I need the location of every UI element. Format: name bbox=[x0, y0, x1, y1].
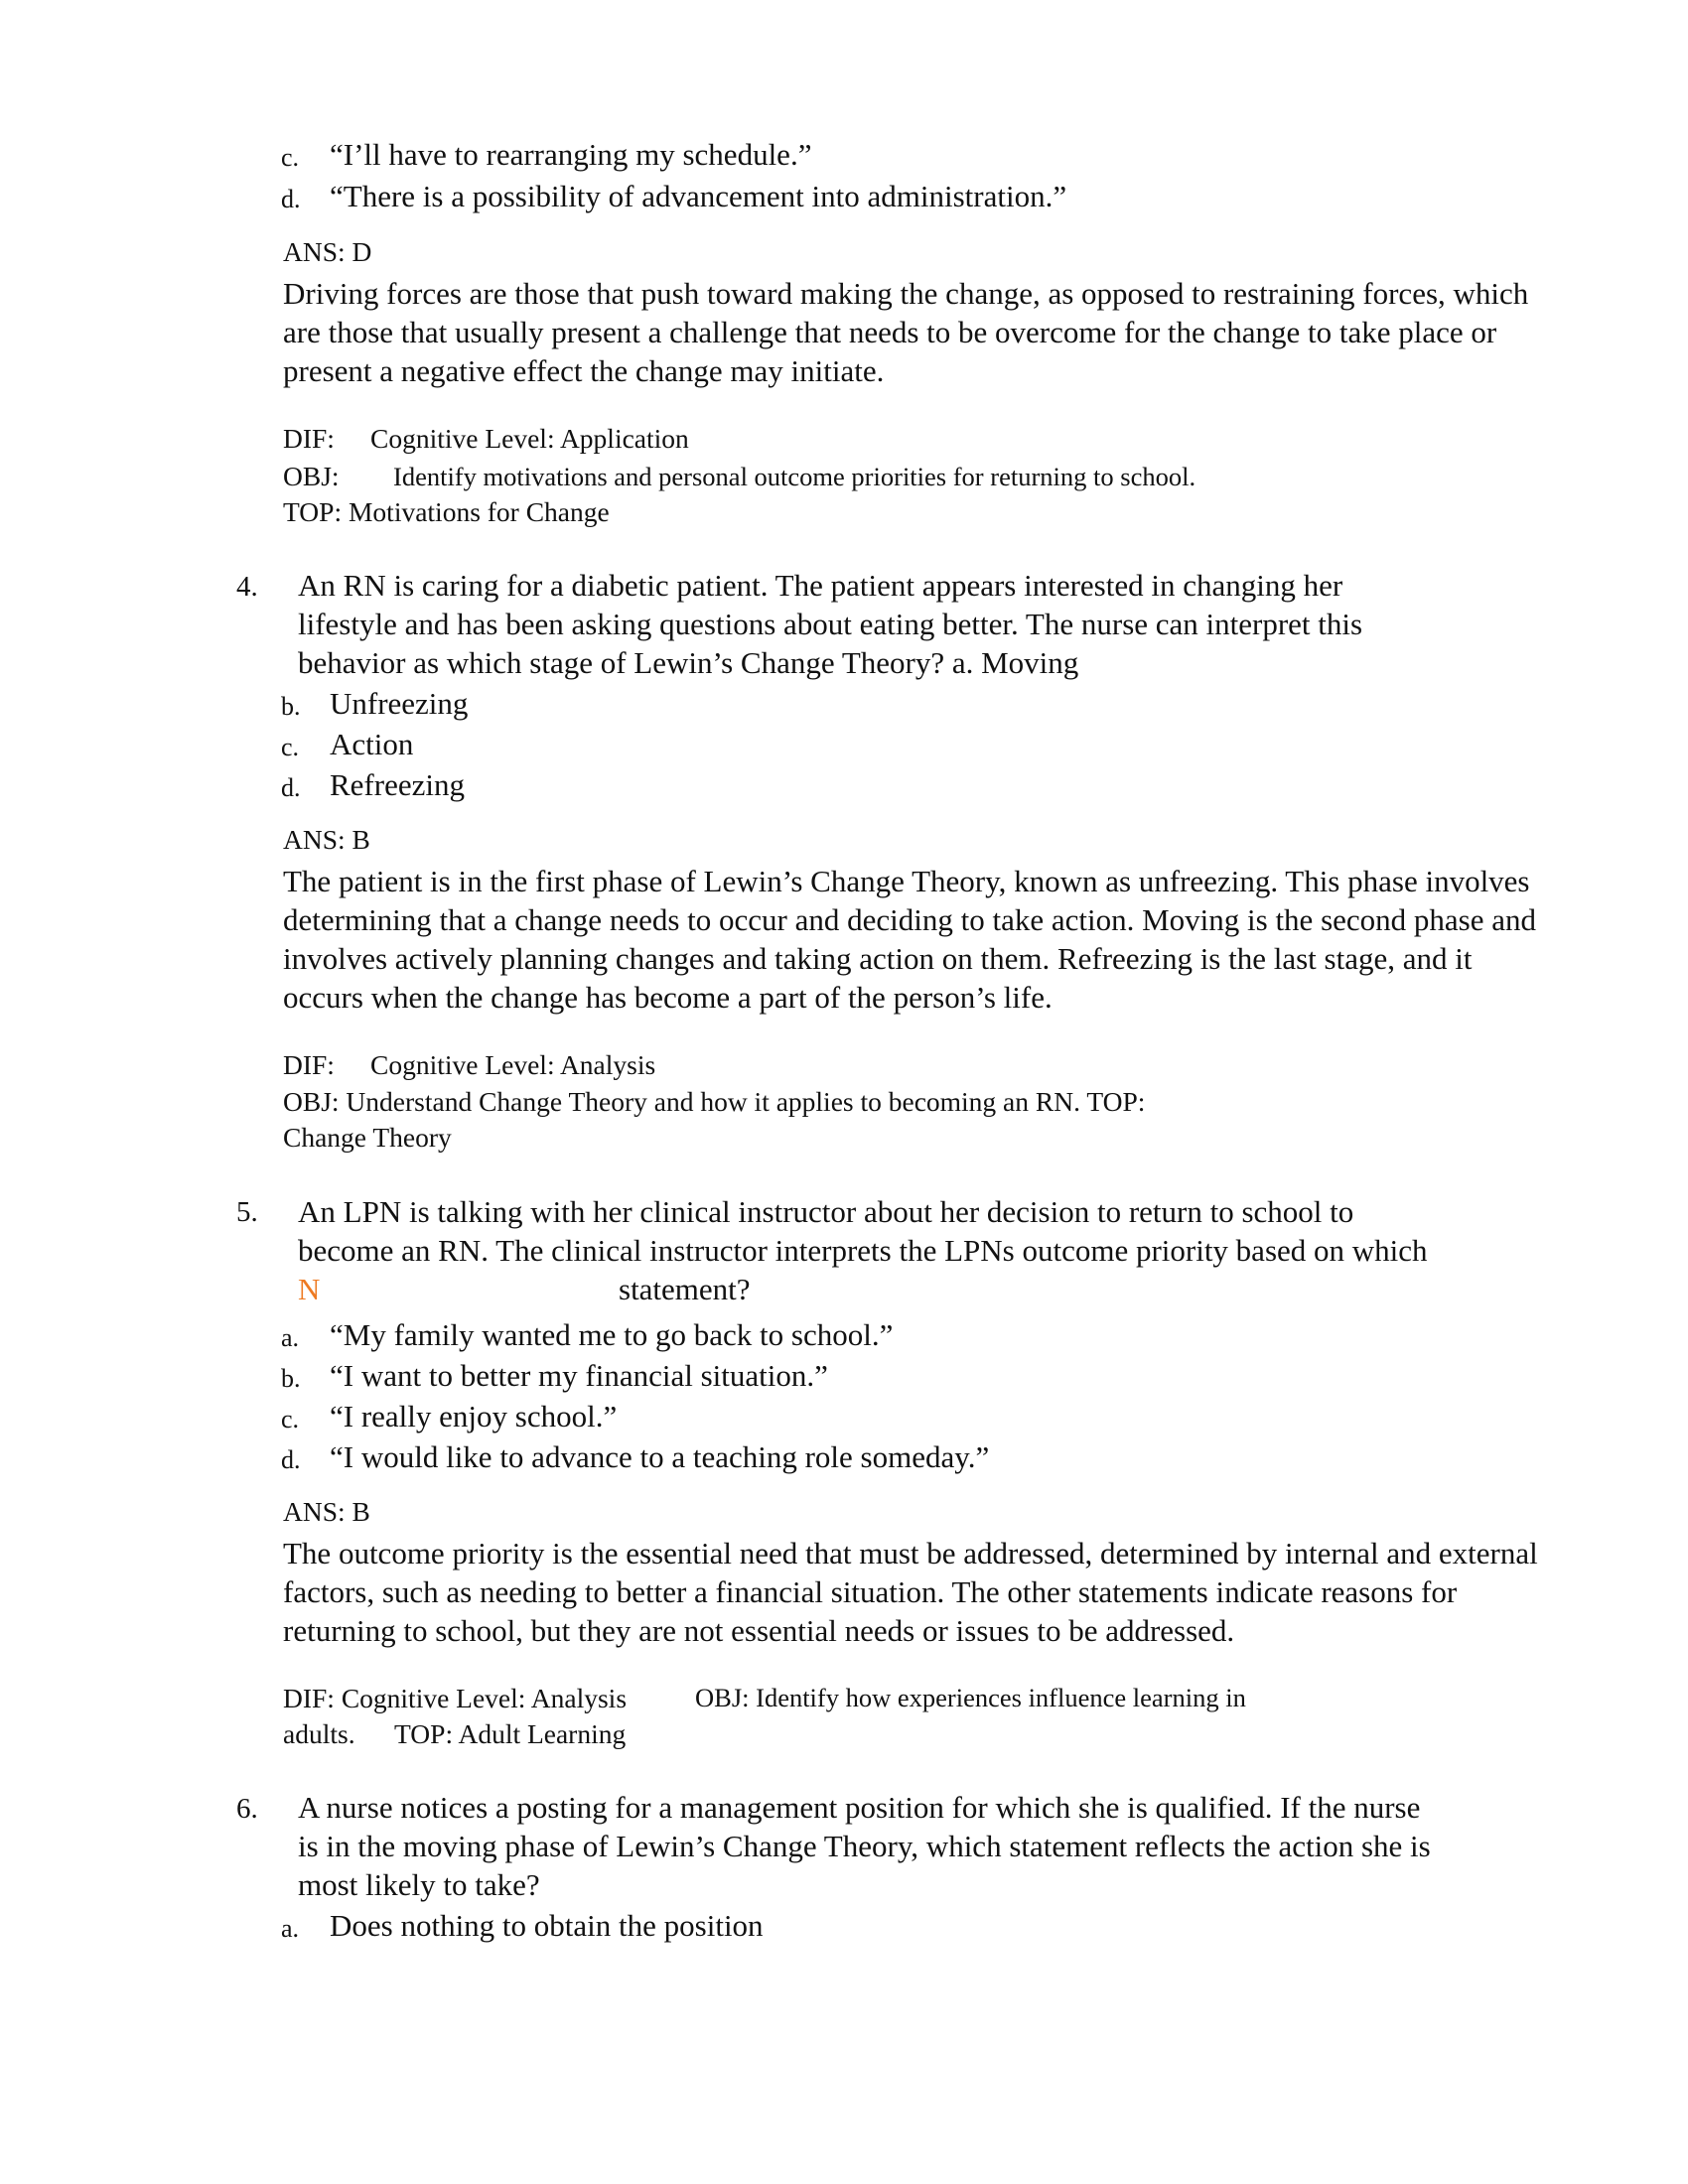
q4-stem-line: An RN is caring for a diabetic patient. The patient appears interested in changing her bbox=[298, 568, 1343, 603]
q3-rationale: Driving forces are those that push toward making the change, as opposed to restraining forces, which are those that usually present a challenge that needs to be overcome for the change to take place or present a negative effect the change may initiate. bbox=[283, 276, 1529, 388]
q3-topic: TOP: Motivations for Change bbox=[283, 496, 610, 527]
q5-stem-line: become an RN. The clinical instructor interprets the LPNs outcome priority based on which bbox=[298, 1233, 1428, 1268]
q6-stem-line: most likely to take? bbox=[298, 1867, 540, 1902]
q3-answer: ANS: D bbox=[283, 236, 372, 267]
q3-obj-label: OBJ: bbox=[283, 461, 340, 491]
q5-answer: ANS: B bbox=[283, 1496, 370, 1527]
q4-option-c-text: Action bbox=[330, 727, 414, 761]
q5-dif: DIF: Cognitive Level: Analysis bbox=[283, 1683, 628, 1713]
q5-option-c-text: “I really enjoy school.” bbox=[330, 1399, 618, 1433]
q5-option-a-letter: a. bbox=[281, 1323, 300, 1352]
q4-option-b-text: Unfreezing bbox=[330, 686, 469, 721]
q3-option-d-text: “There is a possibility of advancement into administration.” bbox=[330, 179, 1067, 213]
q5-option-c-letter: c. bbox=[281, 1405, 300, 1433]
q4-option-c-letter: c. bbox=[281, 733, 300, 761]
q4-obj-line: OBJ: Understand Change Theory and how it applies to becoming an RN. TOP: bbox=[283, 1086, 1146, 1117]
q4-number: 4. bbox=[236, 571, 258, 603]
q5-stem-line: An LPN is talking with her clinical instructor about her decision to return to school to bbox=[298, 1194, 1354, 1229]
q6-number: 6. bbox=[236, 1793, 258, 1825]
q5-option-d-letter: d. bbox=[281, 1445, 301, 1474]
q6-option-a-text: Does nothing to obtain the position bbox=[330, 1908, 764, 1943]
q4-option-d-text: Refreezing bbox=[330, 767, 465, 802]
q5-option-d-text: “I would like to advance to a teaching role someday.” bbox=[330, 1439, 990, 1474]
q3-option-d-letter: d. bbox=[281, 185, 301, 213]
q5-option-b-text: “I want to better my financial situation.” bbox=[330, 1358, 828, 1393]
q4-obj-line: Change Theory bbox=[283, 1122, 452, 1153]
q5-rationale: The outcome priority is the essential need that must be addressed, determined by internal and external factors, such as needing to better a financial situation. The other statements indicate reasons for returning to school, but they are not essential needs or issues to be addressed. bbox=[283, 1536, 1538, 1648]
q4-dif-label: DIF: bbox=[283, 1049, 335, 1080]
q3-dif-label: DIF: bbox=[283, 423, 335, 454]
q5-obj-cont: adults. bbox=[283, 1718, 355, 1749]
q4-option-b-letter: b. bbox=[281, 692, 301, 721]
q6-stem-line: A nurse notices a posting for a management position for which she is qualified. If the nurse bbox=[298, 1790, 1421, 1825]
q4-answer: ANS: B bbox=[283, 824, 370, 855]
q6-stem-line: is in the moving phase of Lewin’s Change Theory, which statement reflects the action she is bbox=[298, 1829, 1431, 1863]
q5-orange-mark: N bbox=[298, 1272, 321, 1306]
q4-option-d-letter: d. bbox=[281, 773, 301, 802]
q4-dif-value: Cognitive Level: Analysis bbox=[370, 1049, 656, 1080]
q5-option-b-letter: b. bbox=[281, 1364, 301, 1393]
q5-topic: TOP: Adult Learning bbox=[394, 1718, 627, 1749]
q4-stem-line: behavior as which stage of Lewin’s Change Theory? a. Moving bbox=[298, 645, 1079, 680]
q5-obj: OBJ: Identify how experiences influence learning in bbox=[695, 1683, 1246, 1712]
q5-number: 5. bbox=[236, 1196, 258, 1228]
q5-stem-end: statement? bbox=[619, 1272, 751, 1306]
q5-option-a-text: “My family wanted me to go back to school.” bbox=[330, 1317, 894, 1352]
q4-stem-line: lifestyle and has been asking questions about eating better. The nurse can interpret this bbox=[298, 607, 1363, 641]
q3-obj-value: Identify motivations and personal outcome priorities for returning to school. bbox=[393, 462, 1196, 491]
q3-option-c-letter: c. bbox=[281, 143, 300, 172]
q4-rationale: The patient is in the first phase of Lewin’s Change Theory, known as unfreezing. This phase involves determining that a change needs to occur and deciding to take action. Moving is the second phase and involves actively planning changes and taking action on them. Refreezing is the last stage, and it occurs when the change has become a part of the person’s life. bbox=[283, 864, 1536, 1015]
q6-option-a-letter: a. bbox=[281, 1914, 300, 1943]
q3-dif-value: Cognitive Level: Application bbox=[370, 423, 689, 454]
q3-option-c-text: “I’ll have to rearranging my schedule.” bbox=[330, 137, 812, 172]
